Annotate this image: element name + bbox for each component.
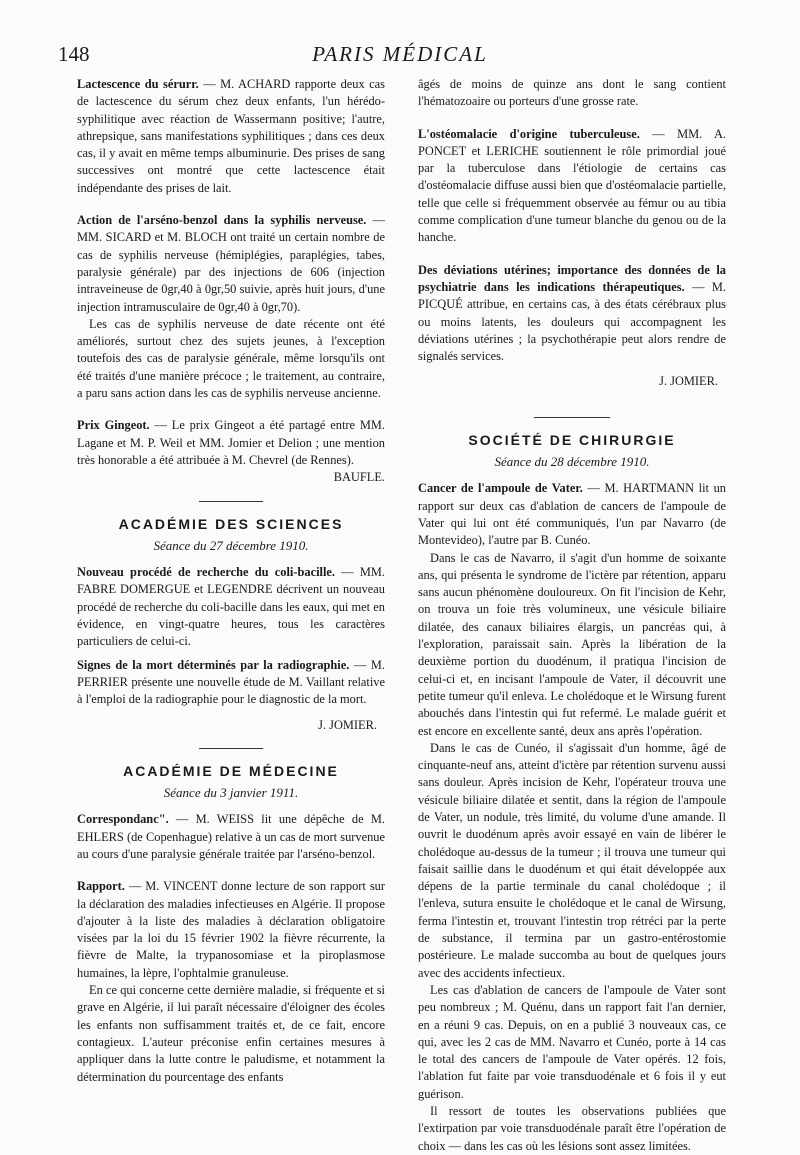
gingeot-text: — Le prix Gingeot a été partagé entre MM. Lagane et M. P. Weil et MM. Jomier et Delion ; une mention très honorable a été attribuée à M. Chevrel (de Rennes). [77,418,386,467]
rapport-heading: Rapport. [77,879,125,894]
arseno-text: — MM. SICARD et M. BLOCH ont traité un certain nombre de cas de syphilis nerveuse (hémiplégies, paraplégies, tabes, paralysie générale) par des injections de 606 (injection intraveineuse de 0gr,40 à 0gr,50 suivie, après huit jours, d'une injection intramusculaire de 0gr,40 à 0gr,70). [77,213,385,314]
deviations-text: — M. PICQUÉ attribue, en certains cas, à des états cérébraux plus ou moins latents, les douleurs qui accompagnent les déviations utérines ; la psychothérapie peut alors rendre de signalés services. [418,279,726,364]
arseno-paragraph [77,212,385,316]
correspondance-paragraph [77,811,385,863]
mort-heading: Signes de la mort déterminés par la radiographie. [77,657,350,672]
continuation-paragraph: âgés de moins de quinze ans dont le sang contient l'hématozoaire ou porteurs d'une grosse rate. [418,77,726,109]
left-column [77,76,385,1086]
navarro-paragraph: Dans le cas de Navarro, il s'agit d'un homme de soixante ans, qui présenta le syndrome de l'ictère par rétention, apparu sans aucun phénomène douloureux. On fit l'incision de Kehr, on trouva un foie très volumineux, une vésicule biliaire dilatée, des canaux biliaires élargis, un pancréas qui, à l'exploration, paraissait sain. Après la libération de la deuxième portion du duodénum, il pratiqua l'incision de celui-ci et, en incisant l'ampoule de Vater, il découvrit une petite tumeur qu'il enleva. Le cholédoque et le Wirsung furent abouchés dans l'intestin qui fut refermé. Le malade guérit et est encore en excellente santé, deux ans après l'opération. [418,550,726,738]
section-divider [199,748,263,749]
correspondance-text: — M. WEISS lit une dépêche de M. EHLERS (de Copenhague) relative à un cas de mort survenue au cours d'une paralysie générale traitée par l'arséno-benzol. [77,812,385,861]
correspondance-heading: Correspondanc". [77,812,169,827]
rapport-text: — M. VINCENT donne lecture de son rapport sur la déclaration des maladies infectieuses en Algérie. Il propose d'ajouter à la liste des maladies à déclaration obligatoire visées par la loi du 15 février 1902 la fièvre récurrente, la fièvre de Malte, la trypanosomiase et la piroplasmose humaines, la lèpre, l'ophtalmie granuleuse. [77,879,385,980]
coli-paragraph [77,564,385,650]
right-column [418,76,726,1155]
mort-paragraph [77,657,385,709]
chirurgie-session: Séance du 28 décembre 1910. [494,454,650,470]
gingeot-paragraph [77,417,386,485]
jomier-signature: J. JOMIER. [318,717,377,732]
arseno-heading: Action de l'arséno-benzol dans la syphilis nerveuse. [77,213,367,228]
lactescence-text: — M. ACHARD rapporte deux cas de lactescence du sérum chez deux enfants, l'un hérédo-syphilitique avec réaction de Wassermann positive; l'autre, athrepsique, sans manifestations syphilitiques ; dans ces deux cas, il y avait en même temps albuminurie. Des prises de sang successives ont montré que cette lactescence était indépendante des prises de lait. [77,77,385,195]
conclusion-paragraph: Il ressort de toutes les observations publiées que l'extirpation par voie transduodénale paraît être l'opération de choix — dans les cas où les lésions sont assez limitées. [418,1104,726,1153]
gingeot-heading: Prix Gingeot. [77,418,150,433]
academie-sciences-title: ACADÉMIE DES SCIENCES [118,515,344,532]
academie-medecine-title: ACADÉMIE DE MÉDECINE [123,762,339,779]
cuneo-paragraph: Dans le cas de Cunéo, il s'agissait d'un homme, âgé de cinquante-neuf ans, atteint d'ictère par rétention survenu aussi sans douleur. Après incision de Kehr, l'opérateur trouva une vésicule biliaire dilatée et sentit, dans la région de l'ampoule de Vater, un nodule, très limité, du volume d'une amande. Il ouvrit le duodénum après avoir essayé en vain de libérer le cholédoque au-dessus de la tumeur ; il trouva une tumeur qui faisait saillie dans le duodénum et qui était développée aux dépens de la partie terminale du canal cholédoque ; il l'enleva, sutura ensuite le cholédoque et le canal de Wirsung, ferma l'intestin et, trouvant l'intestin trop rétréci par la perte de substance, il termina par un gastro-entérostomie postérieure. Le malade succomba au bout de quelques jours avec des accidents infectieux. [418,740,726,980]
page-number: 148 [58,42,90,66]
academie-medecine-session: Séance du 3 janvier 1911. [163,785,299,801]
coli-heading: Nouveau procédé de recherche du coli-bacille. [77,565,335,580]
baufle-signature: BAUFLE. [333,470,385,485]
osteomalacie-heading: L'ostéomalacie d'origine tuberculeuse. [418,126,640,141]
section-divider [534,417,610,418]
journal-title: PARIS MÉDICAL [312,42,488,66]
lactescence-paragraph [77,76,385,197]
lactescence-heading: Lactescence du sérurr. [77,77,199,91]
jomier-signature: J. JOMIER. [659,374,718,389]
coli-text: — MM. FABRE DOMERGUE et LEGENDRE décrivent un nouveau procédé de recherche du coli-bacille dans les eaux, qui met en évidence, en vingt-quatre heures, tous les caractères particuliers de celui-ci. [77,565,386,649]
vater-paragraph [418,480,726,549]
rapport-paragraph [77,878,385,982]
deviations-paragraph [418,262,726,366]
osteomalacie-paragraph [418,126,726,247]
vater-text: — M. HARTMANN lit un rapport sur deux cas d'ablation de cancers de l'ampoule de Vater qui lui ont été communiqués, l'un par Navarro (de Montevideo), l'autre par B. Cunéo. [418,481,727,548]
mort-text: — M. PERRIER présente une nouvelle étude de M. Vaillant relative à l'emploi de la radiographie pour le diagnostic de la mort. [77,657,385,707]
statistics-paragraph: Les cas d'ablation de cancers de l'ampoule de Vater sont peu nombreux ; M. Quénu, dans un rapport fait l'an dernier, en a réuni 9 cas. Depuis, on en a publié 3 nouveaux cas, ce qui, avec les 2 cas de MM. Navarro et Cunéo, porte à 14 cas le total des cancers de l'ampoule de Vater opérés. 12 fois, l'ablation fut faite par voie transduodénale et 6 fois il y eut guérison. [418,982,726,1101]
arseno-paragraph-2: Les cas de syphilis nerveuse de date récente ont été améliorés, surtout chez des sujets jeunes, à l'exception toutefois des cas de paralysie générale, même lorsqu'ils ont été traités d'une manière précoce ; le traitement, au contraire, a paru sans action dans les cas de syphilis nerveuse ancienne. [77,316,385,401]
academie-sciences-session: Séance du 27 décembre 1910. [153,537,309,553]
osteomalacie-text: — MM. A. PONCET et LERICHE soutiennent le rôle primordial joué par la tuberculose dans l'étiologie de certains cas d'ostéomalacie diffuse aussi bien que d'ostéomalacie partielle, telle que celle si fréquemment observée au fémur ou au tibia comme complication d'une tumeur blanche du genou ou de la hanche. [418,126,726,245]
rapport-paragraph-2: En ce qui concerne cette dernière maladie, si fréquente et si grave en Algérie, il lui paraît nécessaire d'éloigner des écoles les enfants non suffisamment traités et, de ce fait, encore contagieux. L'auteur préconise enfin certaines mesures à appliquer dans la lutte contre le paludisme, et notamment la détermination du pourcentage des enfants [77,983,385,1084]
vater-heading: Cancer de l'ampoule de Vater. [418,481,583,496]
section-divider [199,501,263,502]
deviations-heading: Des déviations utérines; importance des données de la psychiatrie dans les indications thérapeutiques. [418,262,726,294]
chirurgie-title: SOCIÉTÉ DE CHIRURGIE [468,431,676,448]
